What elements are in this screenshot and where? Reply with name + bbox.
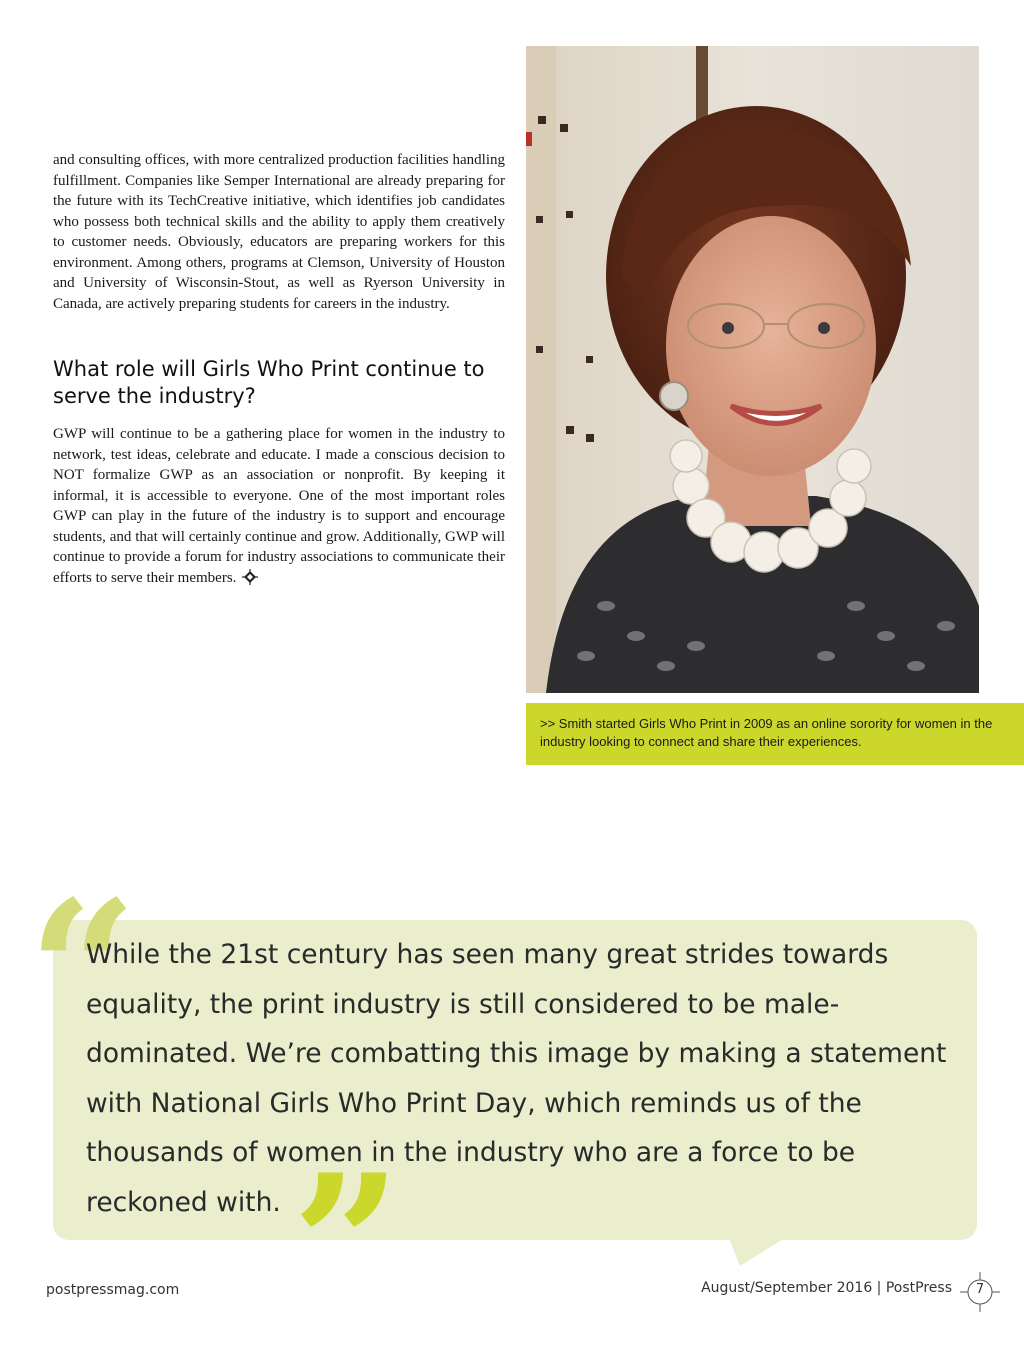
- photo-caption: >> Smith started Girls Who Print in 2009 as an online sorority for women in the industry looking to connect and share their experiences.: [540, 716, 993, 749]
- photo-caption-box: [526, 703, 1024, 765]
- page-number: 7: [975, 1282, 985, 1297]
- open-quote-mark: “: [28, 859, 138, 1082]
- portrait-photo: [526, 46, 979, 693]
- article-paragraph-1: and consulting offices, with more centralized production facilities handling fulfillment. Companies like Semper International are already preparing for the future with its TechCreative initiative, which identifies job candidates who possess both technical skills and the ability to apply them creatively to customer needs. Obviously, educators are preparing workers for this environment. Among others, programs at Clemson, University of Houston and University of Wisconsin-Stout, as well as Ryerson University in Canada, are actively preparing students for careers in the industry.: [53, 152, 505, 312]
- article-paragraph-2: [53, 424, 505, 588]
- footer-issue: August/September 2016 | PostPress: [701, 1280, 952, 1296]
- crosshair-diamond-icon: [242, 569, 258, 585]
- portrait-illustration: [526, 46, 979, 693]
- pull-quote-text: While the 21st century has seen many great strides towards equality, the print industry is still considered to be male-dominated. We’re combatting this image by making a statement with National Girls Who Print Day, which reminds us of the thousands of women in the industry who are a force to be reckoned with.: [86, 939, 947, 1218]
- paragraph-2-text: GWP will continue to be a gathering place for women in the industry to network, test ideas, celebrate and educate. I made a conscious decision to NOT formalize GWP as an association or nonprofit. By keeping it informal, it is accessible to everyone. One of the most important roles GWP can play in the future of the industry is to support and encourage students, and that will certainly continue and grow. Additionally, GWP will continue to provide a forum for industry associations to communicate their efforts to serve their members.: [53, 426, 505, 586]
- speech-bubble-tail: [728, 1236, 788, 1266]
- close-quote-mark: ”: [292, 1133, 402, 1356]
- footer-website: postpressmag.com: [46, 1282, 180, 1298]
- section-heading: What role will Girls Who Print continue to serve the industry?: [53, 357, 485, 408]
